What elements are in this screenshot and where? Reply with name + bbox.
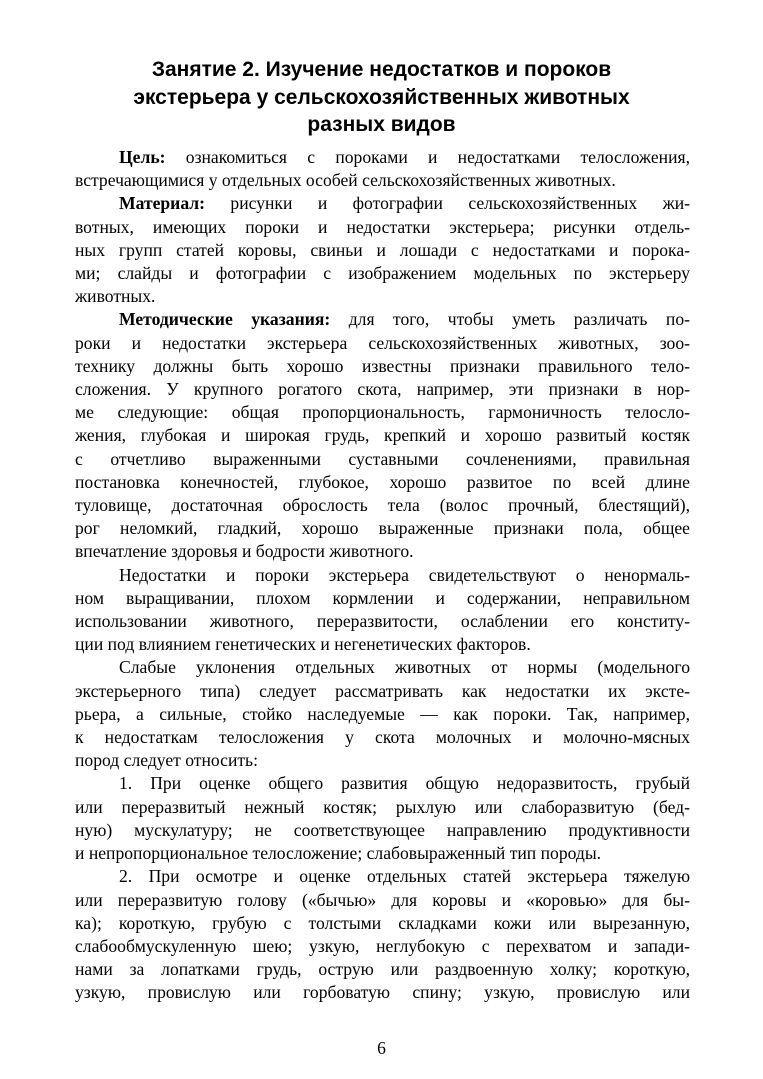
text-line: рисунки и фотографии сельскохозяйственных жи- — [205, 193, 690, 214]
body-text — [75, 146, 690, 1005]
text-line: туловище, достаточная оброслость тела (волос прочный, блестящий), — [75, 495, 690, 516]
text-line: роки и недостатки экстерьера сельскохозяйственных животных, зоо- — [75, 332, 690, 353]
text-line: экстерьерного типа) следует рассматривать как недостатки их эксте- — [75, 680, 690, 701]
text-line: ми; слайды и фотографии с изображением модельных по экстерьеру — [75, 263, 690, 284]
title-line: экстерьера у сельскохозяйственных животных — [133, 85, 630, 109]
text-line: ном выращивании, плохом кормлении и содержании, неправильном — [75, 587, 690, 608]
text-line: к недостаткам телосложения у скота молочных и молочно-мясных — [75, 727, 690, 748]
text-line: ознакомиться с пороками и недостатками телосложения, — [165, 147, 690, 167]
text-line: жения, глубокая и широкая грудь, крепкий и хорошо развитый костяк — [75, 425, 690, 446]
text-line: рьера, а сильные, стойко наследуемые — как пороки. Так, например, — [75, 703, 690, 724]
text-line: ме следующие: общая пропорциональность, гармоничность телосло- — [75, 402, 690, 423]
text-line: животных. — [75, 286, 156, 307]
text-line: технику должны быть хорошо известны признаки правильного тело- — [75, 355, 690, 376]
text-line: слабообмускуленную шею; узкую, неглубокую с перехватом и запади- — [75, 935, 690, 956]
text-line: ка); короткую, грубую с толстыми складками кожи или вырезанную, — [75, 912, 690, 933]
methods-paragraph — [75, 308, 690, 563]
methods-label: Методические указания: — [119, 309, 331, 330]
text-line: ную) мускулатуру; не соответствующее направлению продуктивности — [75, 819, 690, 840]
text-line: вотных, имеющих пороки и недостатки экстерьера; рисунки отдель- — [75, 216, 690, 237]
goal-label: Цель: — [119, 147, 166, 167]
text-line: рог неломкий, гладкий, хорошо выраженные признаки пола, общее — [75, 518, 690, 539]
text-line: ции под влиянием генетических и негенетических факторов. — [75, 634, 531, 655]
text-line: впечатление здоровья и бодрости животного. — [75, 541, 414, 562]
text-line: или переразвитый нежный костяк; рыхлую или слаборазвитую (бед- — [75, 796, 690, 817]
text-line: узкую, провислую или горбоватую спину; узкую, провислую или — [75, 982, 690, 1003]
lesson-title — [60, 56, 703, 139]
text-line: встречающимися у отдельных особей сельскохозяйственных животных. — [75, 170, 616, 191]
text-line: или переразвитую голову («бычью» для коровы и «коровью» для бы- — [75, 889, 690, 910]
text-line: постановка конечностей, глубокое, хорошо развитое по всей длине — [75, 471, 690, 492]
text-line: использовании животного, переразвитости, ослаблении его конститу- — [75, 611, 690, 632]
goal-paragraph — [75, 146, 690, 192]
defects-paragraph — [75, 564, 690, 657]
text-line: Слабые уклонения отдельных животных от нормы (модельного — [119, 657, 690, 678]
material-paragraph — [75, 192, 690, 308]
text-line: и непропорциональное телосложение; слабовыраженный тип породы. — [75, 843, 602, 864]
list-item-2 — [75, 865, 690, 1004]
title-line: Занятие 2. Изучение недостатков и пороков — [151, 58, 612, 81]
deviations-paragraph — [75, 656, 690, 772]
material-label: Материал: — [119, 193, 206, 214]
text-line: для того, чтобы уметь различать по- — [330, 309, 691, 330]
text-line: нами за лопатками грудь, острую или раздвоенную холку; короткую, — [75, 959, 690, 980]
text-line: с отчетливо выраженными суставными сочленениями, правильная — [75, 448, 690, 469]
text-line: сложения. У крупного рогатого скота, например, эти признаки в нор- — [75, 379, 690, 400]
text-line: Недостатки и пороки экстерьера свидетельствуют о ненормаль- — [119, 564, 690, 585]
text-line: 1. При оценке общего развития общую недоразвитость, грубый — [119, 773, 690, 794]
text-line: ных групп статей коровы, свиньи и лошади с недостатками и порока- — [75, 239, 690, 260]
text-line: 2. При осмотре и оценке отдельных статей экстерьера тяжелую — [119, 866, 690, 887]
title-line: разных видов — [307, 113, 456, 136]
page-number: 6 — [377, 1038, 386, 1058]
text-line: пород следует относить: — [75, 750, 258, 771]
list-item-1 — [75, 772, 690, 865]
